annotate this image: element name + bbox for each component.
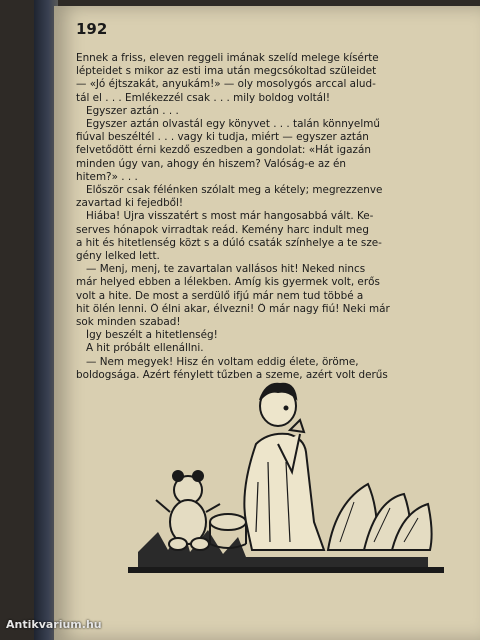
text-line: már helyed ebben a lélekben. Amíg kis gyermek volt, erős	[76, 276, 380, 289]
text-line: Így beszélt a hitetlenség!	[86, 329, 218, 342]
text-line: — «Jó éjtszakát, anyukám!» — oly mosolygós arccal alud-	[76, 78, 376, 91]
page-number: 192	[76, 20, 108, 38]
text-line: boldogsága. Azért fénylett tűzben a szeme, azért volt derűs	[76, 368, 388, 381]
text-line: sok minden szabad!	[76, 316, 181, 329]
text-line: felvetődött érni kezdő eszedben a gondolat: «Hát igazán	[76, 144, 371, 157]
text-line: A hit próbált ellenállni.	[86, 342, 204, 355]
text-line: hit ölén lenni. Ő élni akar, élvezni! Ő már nagy fiú! Neki már	[76, 302, 390, 315]
text-line: volt a hite. De most a serdülő ifjú már nem tud többé a	[76, 289, 364, 302]
text-line: — Nem megyek! Hisz én voltam eddig élete, öröme,	[86, 355, 359, 368]
text-line: Hiába! Újra visszatért s most már hangosabbá vált. Ke-	[86, 210, 374, 223]
text-line: tál el . . . Emlékezzél csak . . . mily boldog voltál!	[76, 91, 331, 104]
page-text	[76, 52, 450, 382]
text-line: hitem?» . . .	[76, 170, 138, 183]
text-line: zavartad ki fejedből!	[76, 197, 184, 210]
praying-child-illustration	[128, 372, 444, 582]
text-line: gény lelked lett.	[76, 250, 160, 263]
text-line: a hit és hitetlenség közt s a dúló csaták színhelye a te sze-	[76, 236, 382, 249]
text-line: fiúval beszéltél . . . vagy ki tudja, miért — egyszer aztán	[76, 131, 369, 144]
text-line: — Menj, menj, te zavartalan vallásos hit! Neked nincs	[86, 263, 366, 276]
text-line: Egyszer aztán . . .	[86, 104, 179, 117]
watermark: Antikvarium.hu	[6, 618, 102, 631]
text-line: serves hónapok virradtak reád. Kemény harc indult meg	[76, 223, 369, 236]
text-line: lépteidet s mikor az esti ima után megcsókoltad szüleidet	[76, 65, 377, 78]
text-line: minden úgy van, ahogy én hiszem? Valóság-e az én	[76, 157, 346, 170]
text-line: Először csak félénken szólalt meg a kétely; megrezzenve	[86, 184, 383, 197]
text-line: Ennek a friss, eleven reggeli imának szelíd melege kísérte	[76, 52, 379, 64]
text-line: Egyszer aztán olvastál egy könyvet . . . talán könnyelmű	[86, 118, 380, 131]
